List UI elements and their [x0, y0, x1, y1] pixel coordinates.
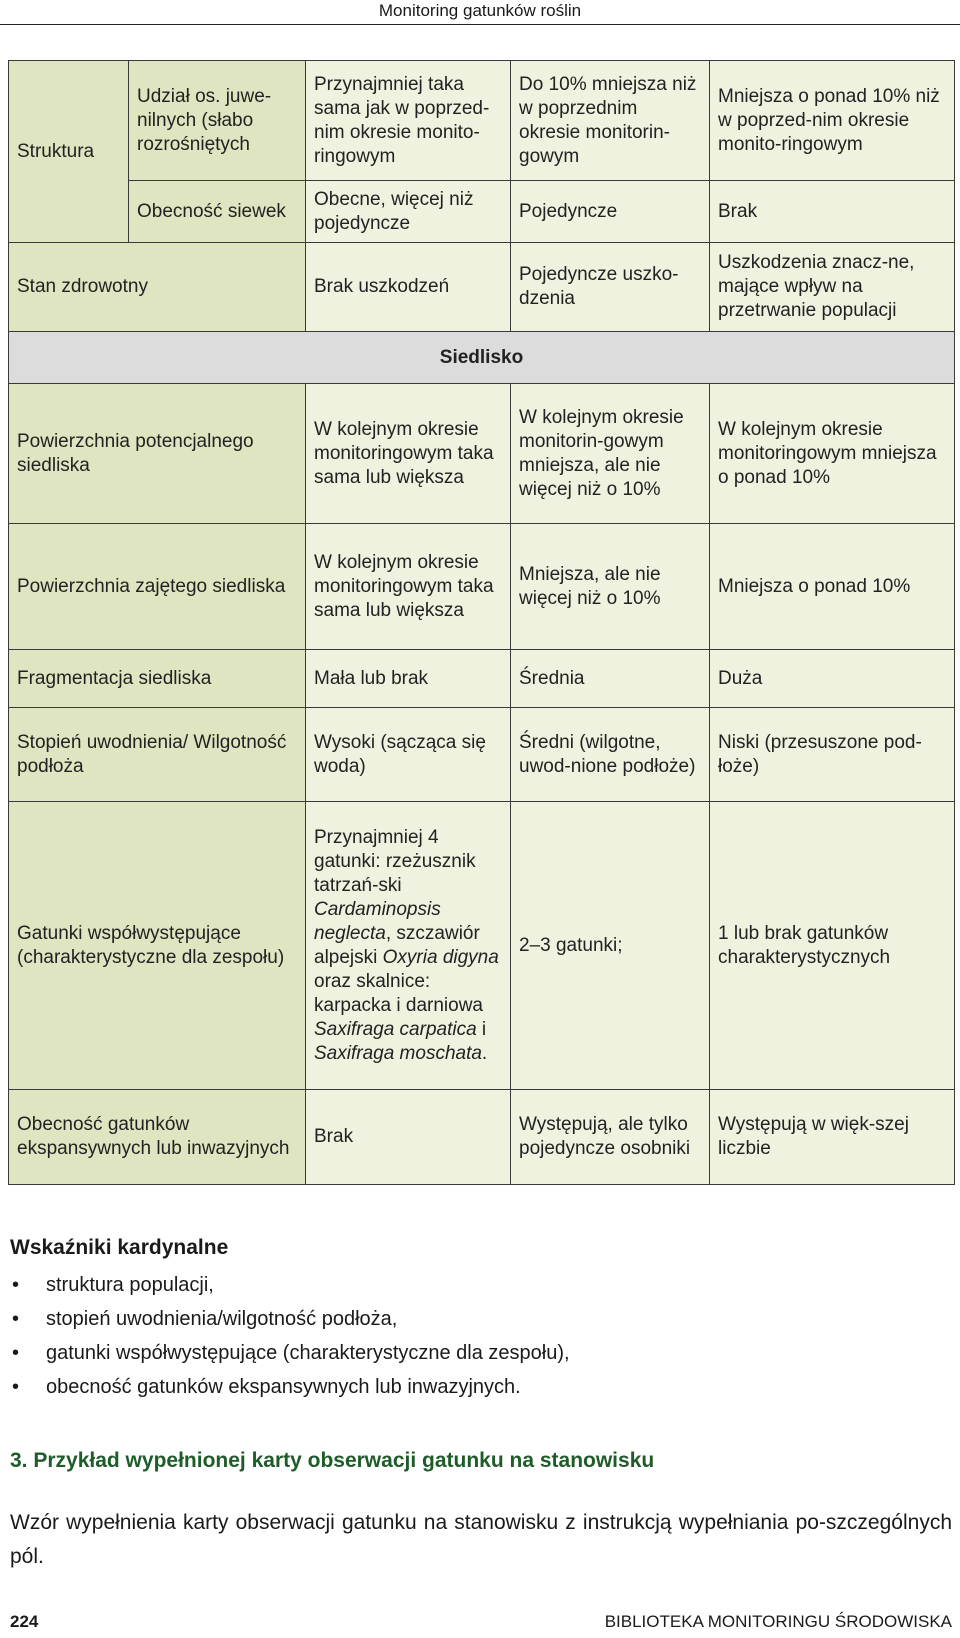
table-cell: W kolejnym okresie monitorin-gowym mniejsza, ale nie więcej niż o 10% [511, 384, 710, 524]
table-cell: Pojedyncze [511, 181, 710, 243]
table-cell: W kolejnym okresie monitoringowym taka sama lub większa [306, 384, 511, 524]
table-cell: Mniejsza o ponad 10% [710, 524, 955, 650]
row-label: Stopień uwodnienia/ Wilgotność podłoża [9, 708, 306, 802]
table-cell-species [306, 802, 511, 1090]
list-item-text: struktura populacji, [46, 1274, 214, 1296]
table-cell: Mniejsza o ponad 10% niż w poprzed-nim okresie monito-ringowym [710, 61, 955, 181]
header-rule [0, 24, 960, 25]
list-item-text: gatunki współwystępujące (charakterystyczne dla zespołu), [46, 1342, 570, 1364]
cell-text: oraz skalnice: karpacka i darniowa [314, 970, 483, 1016]
bullet-icon: • [12, 1308, 20, 1330]
list-item [10, 1336, 570, 1370]
table-cell: Do 10% mniejsza niż w poprzednim okresie monitorin-gowym [511, 61, 710, 181]
indicator-table [8, 60, 955, 1185]
species-name: Oxyria digyna [382, 946, 499, 968]
cell-text: , szczawiór alpejski [314, 922, 480, 968]
kardynalne-list [10, 1268, 570, 1404]
row-label: Fragmentacja siedliska [9, 650, 306, 708]
list-item [10, 1370, 570, 1404]
section-row [9, 332, 955, 384]
publication-name: BIBLIOTEKA MONITORINGU ŚRODOWISKA [604, 1612, 952, 1631]
table-row [9, 1090, 955, 1185]
bullet-icon: • [12, 1376, 20, 1398]
table-cell: Mniejsza, ale nie więcej niż o 10% [511, 524, 710, 650]
row-label: Udział os. juwe-nilnych (słabo rozrośniętych [129, 61, 306, 181]
table-cell: W kolejnym okresie monitoringowym taka sama lub większa [306, 524, 511, 650]
list-item [10, 1302, 570, 1336]
table-row [9, 708, 955, 802]
table-cell: Brak [710, 181, 955, 243]
row-label: Stan zdrowotny [9, 243, 306, 332]
page-number: 224 [10, 1612, 39, 1631]
table-cell: Duża [710, 650, 955, 708]
table-cell: Mała lub brak [306, 650, 511, 708]
kardynalne-heading: Wskaźniki kardynalne [10, 1236, 229, 1259]
row-label: Gatunki współwystępujące (charakterystyczne dla zespołu) [9, 802, 306, 1090]
struktura-label: Struktura [9, 61, 129, 243]
table-cell: 1 lub brak gatunków charakterystycznych [710, 802, 955, 1090]
page-header: Monitoring gatunków roślin [378, 1, 582, 20]
table-row [9, 524, 955, 650]
table-cell: Wysoki (sącząca się woda) [306, 708, 511, 802]
table-cell: Przynajmniej taka sama jak w poprzed-nim okresie monito-ringowym [306, 61, 511, 181]
table-cell: Średni (wilgotne, uwod-nione podłoże) [511, 708, 710, 802]
cell-text: Przynajmniej 4 gatunki: rzeżusznik tatrzań-ski [314, 826, 476, 896]
table-row [9, 384, 955, 524]
table-row [9, 243, 955, 332]
species-name: Saxifraga moschata [314, 1042, 482, 1064]
table-row [9, 61, 955, 181]
species-name: Cardaminopsis neglecta [314, 898, 441, 944]
species-name: Saxifraga carpatica [314, 1018, 477, 1040]
bullet-icon: • [12, 1274, 20, 1296]
row-label: Obecność siewek [129, 181, 306, 243]
list-item-text: stopień uwodnienia/wilgotność podłoża, [46, 1308, 398, 1330]
table-cell: Średnia [511, 650, 710, 708]
row-label: Obecność gatunków ekspansywnych lub inwazyjnych [9, 1090, 306, 1185]
table-cell: W kolejnym okresie monitoringowym mniejsza o ponad 10% [710, 384, 955, 524]
list-item [10, 1268, 570, 1302]
list-item-text: obecność gatunków ekspansywnych lub inwazyjnych. [46, 1376, 521, 1398]
table-cell: Niski (przesuszone pod-łoże) [710, 708, 955, 802]
table-cell: Brak [306, 1090, 511, 1185]
table-row [9, 802, 955, 1090]
table-cell: Uszkodzenia znacz-ne, mające wpływ na przetrwanie populacji [710, 243, 955, 332]
section-3-heading: 3. Przykład wypełnionej karty obserwacji gatunku na stanowisku [10, 1449, 655, 1472]
table-cell: 2–3 gatunki; [511, 802, 710, 1090]
intro-paragraph: Wzór wypełnienia karty obserwacji gatunku na stanowisku z instrukcją wypełniania po-szczególnych pól. [10, 1511, 952, 1568]
table-cell: Występują w więk-szej liczbie [710, 1090, 955, 1185]
table-cell: Obecne, więcej niż pojedyncze [306, 181, 511, 243]
table-cell: Pojedyncze uszko-dzenia [511, 243, 710, 332]
row-label: Powierzchnia potencjalnego siedliska [9, 384, 306, 524]
section-siedlisko: Siedlisko [9, 332, 955, 384]
table-cell: Występują, ale tylko pojedyncze osobniki [511, 1090, 710, 1185]
bullet-icon: • [12, 1342, 20, 1364]
cell-text: i [476, 1018, 487, 1040]
table-row [9, 181, 955, 243]
table-cell: Brak uszkodzeń [306, 243, 511, 332]
row-label: Powierzchnia zajętego siedliska [9, 524, 306, 650]
table-row [9, 650, 955, 708]
cell-text: . [481, 1042, 488, 1064]
